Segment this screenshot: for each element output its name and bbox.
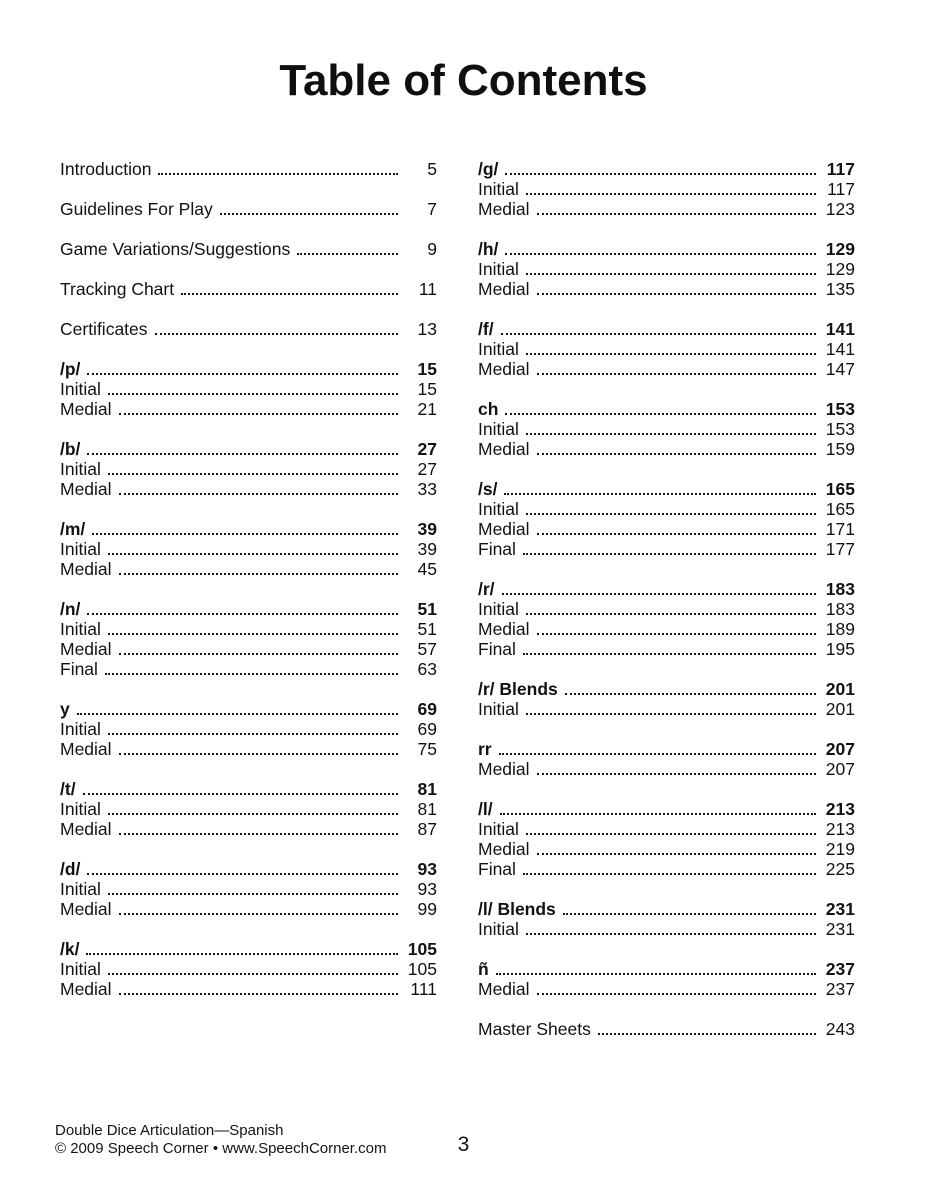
- toc-subentry: [478, 359, 855, 379]
- dot-leader: [297, 253, 398, 255]
- toc-entry-page: 45: [417, 559, 437, 579]
- dot-leader: [119, 913, 398, 915]
- toc-entry-page: 105: [407, 939, 437, 959]
- toc-entry: [60, 159, 437, 179]
- dot-leader: [526, 833, 816, 835]
- dot-leader: [108, 633, 398, 635]
- toc-entry-label: Final: [478, 859, 516, 879]
- dot-leader: [526, 713, 816, 715]
- toc-subentry: [478, 339, 855, 359]
- toc-entry-label: Initial: [60, 459, 101, 479]
- toc-entry-page: 21: [417, 399, 437, 419]
- toc-entry-label: ñ: [478, 959, 489, 979]
- dot-leader: [108, 473, 398, 475]
- toc-entry-page: 213: [825, 799, 855, 819]
- toc-entry-label: Final: [478, 539, 516, 559]
- dot-leader: [526, 273, 816, 275]
- toc-subentry: [60, 379, 437, 399]
- dot-leader: [108, 553, 398, 555]
- toc-entry-page: 87: [417, 819, 437, 839]
- toc-entry-label: ch: [478, 399, 499, 419]
- toc-entry-label: Initial: [60, 799, 101, 819]
- toc-entry-label: /t/: [60, 779, 76, 799]
- toc-entry-page: 159: [825, 439, 855, 459]
- toc-entry-page: 39: [417, 539, 437, 559]
- toc-entry-label: Medial: [478, 439, 530, 459]
- toc-entry-page: 99: [417, 899, 437, 919]
- toc-entry-page: 39: [417, 519, 437, 539]
- toc-entry-page: 9: [427, 239, 437, 259]
- dot-leader: [537, 773, 816, 775]
- toc-section-header: [60, 699, 437, 719]
- toc-entry-label: Tracking Chart: [60, 279, 175, 299]
- dot-leader: [119, 573, 398, 575]
- toc-entry-label: /d/: [60, 859, 81, 879]
- dot-leader: [505, 253, 816, 255]
- toc-entry-page: 93: [417, 879, 437, 899]
- toc-entry-label: Medial: [478, 359, 530, 379]
- toc-entry-label: Medial: [60, 639, 112, 659]
- toc-entry: [60, 239, 437, 259]
- toc-entry-label: /l/ Blends: [478, 899, 556, 919]
- toc-entry-page: 27: [417, 439, 437, 459]
- toc-entry-label: Medial: [478, 839, 530, 859]
- toc-section-header: [478, 679, 855, 699]
- toc-entry-label: /n/: [60, 599, 81, 619]
- toc-section-header: [478, 579, 855, 599]
- toc-subentry: [60, 559, 437, 579]
- toc-entry-page: 213: [825, 819, 855, 839]
- toc-subentry: [478, 499, 855, 519]
- dot-leader: [119, 493, 398, 495]
- toc-entry-label: Game Variations/Suggestions: [60, 239, 291, 259]
- toc-entry-page: 207: [825, 759, 855, 779]
- dot-leader: [526, 933, 816, 935]
- toc-section-header: [60, 519, 437, 539]
- toc-subentry: [478, 759, 855, 779]
- toc-entry-label: /h/: [478, 239, 499, 259]
- toc-subentry: [60, 459, 437, 479]
- toc-section-header: [60, 599, 437, 619]
- toc-entry-label: /s/: [478, 479, 498, 499]
- toc-subentry: [478, 519, 855, 539]
- toc-entry-label: /g/: [478, 159, 499, 179]
- dot-leader: [105, 673, 398, 675]
- dot-leader: [537, 213, 816, 215]
- toc-entry-page: 27: [417, 459, 437, 479]
- toc-entry-label: Introduction: [60, 159, 152, 179]
- dot-leader: [504, 493, 816, 495]
- toc-entry-page: 201: [825, 699, 855, 719]
- toc-entry-page: 15: [417, 379, 437, 399]
- dot-leader: [87, 873, 398, 875]
- toc-entry-page: 117: [827, 179, 855, 199]
- toc-entry-page: 183: [825, 599, 855, 619]
- toc-entry-page: 129: [825, 239, 855, 259]
- dot-leader: [537, 453, 816, 455]
- toc-entry-page: 207: [825, 739, 855, 759]
- toc-section-header: [60, 859, 437, 879]
- toc-entry-page: 141: [825, 339, 855, 359]
- dot-leader: [108, 893, 398, 895]
- toc-entry-label: Medial: [478, 979, 530, 999]
- toc-entry-page: 231: [825, 919, 855, 939]
- dot-leader: [119, 653, 398, 655]
- dot-leader: [158, 173, 398, 175]
- toc-subentry: [60, 619, 437, 639]
- toc-subentry: [60, 799, 437, 819]
- toc-entry-label: Initial: [60, 379, 101, 399]
- toc-entry-page: 237: [825, 979, 855, 999]
- dot-leader: [505, 413, 816, 415]
- dot-leader: [92, 533, 398, 535]
- toc-entry-label: Medial: [478, 759, 530, 779]
- toc-subentry: [60, 539, 437, 559]
- toc-entry-label: Initial: [60, 619, 101, 639]
- toc-entry-page: 5: [427, 159, 437, 179]
- toc-entry-page: 243: [825, 1019, 855, 1039]
- toc-entry-page: 129: [825, 259, 855, 279]
- toc-entry-page: 51: [417, 599, 437, 619]
- toc-entry-page: 189: [825, 619, 855, 639]
- toc-entry: [60, 319, 437, 339]
- toc-entry-page: 93: [417, 859, 437, 879]
- toc-section-header: [60, 439, 437, 459]
- toc-entry-label: Certificates: [60, 319, 148, 339]
- toc-section-header: [60, 779, 437, 799]
- toc-subentry: [478, 619, 855, 639]
- toc-entry-page: 57: [417, 639, 437, 659]
- dot-leader: [181, 293, 398, 295]
- toc-entry-label: Initial: [478, 699, 519, 719]
- toc-entry-page: 33: [417, 479, 437, 499]
- toc-entry-label: /f/: [478, 319, 494, 339]
- dot-leader: [108, 733, 398, 735]
- toc-entry-label: rr: [478, 739, 492, 759]
- toc-subentry: [60, 819, 437, 839]
- toc-subentry: [60, 739, 437, 759]
- dot-leader: [598, 1033, 816, 1035]
- dot-leader: [108, 813, 398, 815]
- toc-subentry: [478, 819, 855, 839]
- dot-leader: [119, 993, 398, 995]
- toc-entry-page: 13: [417, 319, 437, 339]
- dot-leader: [563, 913, 816, 915]
- toc-entry-page: 15: [417, 359, 437, 379]
- toc-entry-page: 231: [825, 899, 855, 919]
- toc-section-header: [478, 319, 855, 339]
- toc-entry-page: 171: [825, 519, 855, 539]
- toc-entry-label: Initial: [60, 719, 101, 739]
- dot-leader: [496, 973, 816, 975]
- dot-leader: [501, 333, 816, 335]
- dot-leader: [537, 633, 816, 635]
- dot-leader: [86, 953, 398, 955]
- toc-subentry: [60, 979, 437, 999]
- toc-subentry: [60, 879, 437, 899]
- toc-entry-label: Initial: [60, 539, 101, 559]
- toc-section-header: [478, 479, 855, 499]
- toc-entry: [60, 279, 437, 299]
- toc-entry-page: 183: [825, 579, 855, 599]
- toc-entry-label: Medial: [60, 899, 112, 919]
- dot-leader: [500, 813, 816, 815]
- toc-entry-page: 195: [825, 639, 855, 659]
- dot-leader: [155, 333, 398, 335]
- toc-entry-label: Initial: [60, 879, 101, 899]
- toc-subentry: [478, 599, 855, 619]
- toc-left-column: [60, 159, 437, 1039]
- toc-subentry: [60, 399, 437, 419]
- dot-leader: [526, 433, 816, 435]
- toc-entry-label: Initial: [478, 179, 519, 199]
- dot-leader: [526, 613, 816, 615]
- dot-leader: [108, 973, 398, 975]
- toc-entry-page: 201: [825, 679, 855, 699]
- toc-entry-label: Initial: [478, 919, 519, 939]
- dot-leader: [537, 993, 816, 995]
- toc-entry-page: 81: [417, 779, 437, 799]
- toc-entry-page: 69: [417, 699, 437, 719]
- toc-columns: [60, 159, 855, 1039]
- toc-section-header: [478, 159, 855, 179]
- toc-entry-page: 11: [418, 279, 437, 299]
- dot-leader: [523, 873, 816, 875]
- toc-entry-label: Initial: [478, 419, 519, 439]
- toc-entry-page: 225: [825, 859, 855, 879]
- toc-entry: [60, 199, 437, 219]
- toc-section-header: [478, 899, 855, 919]
- dot-leader: [83, 793, 398, 795]
- toc-entry-label: Medial: [60, 559, 112, 579]
- toc-section-header: [60, 939, 437, 959]
- toc-section-header: [478, 959, 855, 979]
- toc-entry-page: 153: [825, 419, 855, 439]
- dot-leader: [502, 593, 816, 595]
- toc-entry-label: Medial: [478, 279, 530, 299]
- toc-subentry: [60, 639, 437, 659]
- toc-subentry: [478, 419, 855, 439]
- toc-subentry: [478, 919, 855, 939]
- toc-subentry: [60, 719, 437, 739]
- toc-entry-label: Medial: [478, 619, 530, 639]
- toc-subentry: [478, 179, 855, 199]
- toc-entry: [478, 1019, 855, 1039]
- toc-entry-page: 7: [427, 199, 437, 219]
- toc-subentry: [478, 539, 855, 559]
- toc-section-header: [478, 799, 855, 819]
- toc-subentry: [60, 899, 437, 919]
- toc-entry-page: 165: [825, 499, 855, 519]
- toc-entry-page: 75: [417, 739, 437, 759]
- toc-entry-page: 111: [410, 979, 437, 999]
- toc-entry-label: /m/: [60, 519, 86, 539]
- dot-leader: [523, 653, 816, 655]
- toc-entry-page: 219: [825, 839, 855, 859]
- dot-leader: [499, 753, 816, 755]
- toc-entry-label: /k/: [60, 939, 80, 959]
- toc-entry-label: Initial: [478, 819, 519, 839]
- toc-subentry: [60, 479, 437, 499]
- page-title: Table of Contents: [279, 56, 648, 105]
- toc-entry-page: 63: [417, 659, 437, 679]
- dot-leader: [526, 353, 816, 355]
- dot-leader: [537, 853, 816, 855]
- toc-section-header: [478, 739, 855, 759]
- toc-entry-page: 237: [825, 959, 855, 979]
- toc-entry-page: 81: [417, 799, 437, 819]
- dot-leader: [87, 613, 398, 615]
- toc-subentry: [478, 839, 855, 859]
- toc-entry-label: Medial: [60, 399, 112, 419]
- toc-entry-label: Initial: [478, 499, 519, 519]
- toc-entry-label: Medial: [478, 519, 530, 539]
- toc-entry-page: 141: [825, 319, 855, 339]
- toc-section-header: [60, 359, 437, 379]
- toc-subentry: [60, 959, 437, 979]
- toc-subentry: [478, 639, 855, 659]
- toc-entry-label: /p/: [60, 359, 81, 379]
- dot-leader: [537, 533, 816, 535]
- toc-section-header: [478, 239, 855, 259]
- toc-entry-label: Initial: [478, 259, 519, 279]
- dot-leader: [505, 173, 816, 175]
- toc-subentry: [60, 659, 437, 679]
- toc-entry-page: 165: [825, 479, 855, 499]
- toc-entry-label: Medial: [60, 739, 112, 759]
- footer-copyright: © 2009 Speech Corner • www.SpeechCorner.com: [55, 1140, 387, 1157]
- toc-entry-page: 147: [825, 359, 855, 379]
- toc-entry-label: y: [60, 699, 70, 719]
- toc-entry-label: Medial: [478, 199, 530, 219]
- toc-entry-label: Initial: [60, 959, 101, 979]
- toc-entry-page: 105: [407, 959, 437, 979]
- toc-section-header: [478, 399, 855, 419]
- footer-book-title: Double Dice Articulation—Spanish: [55, 1122, 284, 1139]
- toc-entry-page: 69: [417, 719, 437, 739]
- toc-entry-label: Guidelines For Play: [60, 199, 213, 219]
- toc-entry-label: Medial: [60, 479, 112, 499]
- toc-entry-label: Medial: [60, 979, 112, 999]
- toc-entry-page: 135: [825, 279, 855, 299]
- toc-subentry: [478, 259, 855, 279]
- toc-entry-label: /r/ Blends: [478, 679, 558, 699]
- toc-right-column: [478, 159, 855, 1039]
- toc-subentry: [478, 439, 855, 459]
- toc-entry-label: Medial: [60, 819, 112, 839]
- toc-entry-label: /b/: [60, 439, 81, 459]
- toc-entry-label: Initial: [478, 339, 519, 359]
- dot-leader: [119, 753, 398, 755]
- toc-entry-label: Final: [60, 659, 98, 679]
- toc-entry-label: Final: [478, 639, 516, 659]
- toc-entry-page: 153: [825, 399, 855, 419]
- dot-leader: [87, 453, 398, 455]
- toc-entry-page: 123: [825, 199, 855, 219]
- dot-leader: [87, 373, 398, 375]
- dot-leader: [526, 193, 816, 195]
- toc-entry-page: 51: [417, 619, 437, 639]
- dot-leader: [119, 413, 398, 415]
- dot-leader: [537, 373, 816, 375]
- dot-leader: [220, 213, 398, 215]
- toc-subentry: [478, 979, 855, 999]
- dot-leader: [537, 293, 816, 295]
- toc-entry-label: Initial: [478, 599, 519, 619]
- toc-subentry: [478, 699, 855, 719]
- toc-subentry: [478, 859, 855, 879]
- toc-entry-page: 177: [825, 539, 855, 559]
- toc-entry-label: Master Sheets: [478, 1019, 591, 1039]
- dot-leader: [119, 833, 398, 835]
- dot-leader: [565, 693, 816, 695]
- toc-entry-page: 117: [826, 159, 855, 179]
- toc-subentry: [478, 199, 855, 219]
- dot-leader: [108, 393, 398, 395]
- dot-leader: [526, 513, 816, 515]
- dot-leader: [523, 553, 816, 555]
- page-number: 3: [457, 1133, 470, 1156]
- toc-entry-label: /l/: [478, 799, 493, 819]
- toc-entry-label: /r/: [478, 579, 495, 599]
- dot-leader: [77, 713, 398, 715]
- toc-subentry: [478, 279, 855, 299]
